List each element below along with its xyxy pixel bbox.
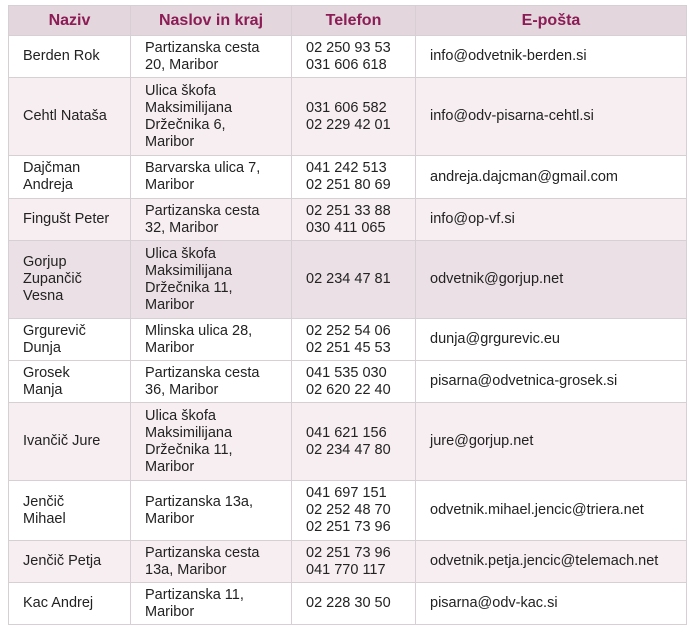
cell-name: Grgurevič Dunja — [9, 319, 131, 361]
cell-name: Kac Andrej — [9, 583, 131, 625]
cell-phone[interactable]: 02 234 47 81 — [292, 241, 416, 319]
cell-name: Fingušt Peter — [9, 199, 131, 241]
cell-address: Partizanska cesta 36, Maribor — [131, 361, 292, 403]
table-row — [9, 36, 687, 78]
cell-name: Ivančič Jure — [9, 403, 131, 481]
column-header-email[interactable]: E-pošta — [416, 6, 687, 36]
table-row — [9, 541, 687, 583]
cell-address: Ulica škofa Maksimilijana Držečnika 11, Maribor — [131, 403, 292, 481]
cell-phone[interactable]: 031 606 582 02 229 42 01 — [292, 78, 416, 156]
table-row — [9, 481, 687, 541]
cell-email-link[interactable]: info@op-vf.si — [416, 199, 687, 241]
cell-phone[interactable]: 041 621 156 02 234 47 80 — [292, 403, 416, 481]
cell-address: Partizanska 11, Maribor — [131, 583, 292, 625]
cell-address: Partizanska 13a, Maribor — [131, 481, 292, 541]
cell-name: Berden Rok — [9, 36, 131, 78]
cell-email-link[interactable]: dunja@grgurevic.eu — [416, 319, 687, 361]
cell-phone[interactable]: 02 251 73 96 041 770 117 — [292, 541, 416, 583]
column-header-phone[interactable]: Telefon — [292, 6, 416, 36]
cell-email-link[interactable]: info@odvetnik-berden.si — [416, 36, 687, 78]
column-header-name[interactable]: Naziv — [9, 6, 131, 36]
cell-phone[interactable]: 041 697 151 02 252 48 70 02 251 73 96 — [292, 481, 416, 541]
cell-phone[interactable]: 02 251 33 88 030 411 065 — [292, 199, 416, 241]
cell-phone[interactable]: 02 252 54 06 02 251 45 53 — [292, 319, 416, 361]
cell-email-link[interactable]: odvetnik.mihael.jencic@triera.net — [416, 481, 687, 541]
cell-name: Grosek Manja — [9, 361, 131, 403]
cell-email-link[interactable]: jure@gorjup.net — [416, 403, 687, 481]
cell-email-link[interactable]: info@odv-pisarna-cehtl.si — [416, 78, 687, 156]
table-row — [9, 156, 687, 199]
table-header-row — [9, 6, 687, 36]
lawyers-table — [8, 5, 687, 625]
cell-email-link[interactable]: odvetnik@gorjup.net — [416, 241, 687, 319]
cell-address: Ulica škofa Maksimilijana Držečnika 11, Maribor — [131, 241, 292, 319]
cell-name: Gorjup Zupančič Vesna — [9, 241, 131, 319]
cell-address: Partizanska cesta 13a, Maribor — [131, 541, 292, 583]
cell-phone[interactable]: 041 535 030 02 620 22 40 — [292, 361, 416, 403]
cell-address: Mlinska ulica 28, Maribor — [131, 319, 292, 361]
column-header-address[interactable]: Naslov in kraj — [131, 6, 292, 36]
cell-name: Jenčič Mihael — [9, 481, 131, 541]
cell-address: Barvarska ulica 7, Maribor — [131, 156, 292, 199]
cell-phone[interactable]: 041 242 513 02 251 80 69 — [292, 156, 416, 199]
table-row — [9, 319, 687, 361]
cell-email-link[interactable]: pisarna@odvetnica-grosek.si — [416, 361, 687, 403]
cell-email-link[interactable]: andreja.dajcman@gmail.com — [416, 156, 687, 199]
cell-name: Dajčman Andreja — [9, 156, 131, 199]
table-row — [9, 199, 687, 241]
table-row — [9, 78, 687, 156]
table-row — [9, 241, 687, 319]
cell-phone[interactable]: 02 228 30 50 — [292, 583, 416, 625]
cell-address: Partizanska cesta 32, Maribor — [131, 199, 292, 241]
table-row — [9, 361, 687, 403]
table-row — [9, 583, 687, 625]
cell-email-link[interactable]: odvetnik.petja.jencic@telemach.net — [416, 541, 687, 583]
cell-name: Cehtl Nataša — [9, 78, 131, 156]
table-row — [9, 403, 687, 481]
cell-phone[interactable]: 02 250 93 53 031 606 618 — [292, 36, 416, 78]
cell-name: Jenčič Petja — [9, 541, 131, 583]
cell-address: Ulica škofa Maksimilijana Držečnika 6, Maribor — [131, 78, 292, 156]
cell-email-link[interactable]: pisarna@odv-kac.si — [416, 583, 687, 625]
cell-address: Partizanska cesta 20, Maribor — [131, 36, 292, 78]
